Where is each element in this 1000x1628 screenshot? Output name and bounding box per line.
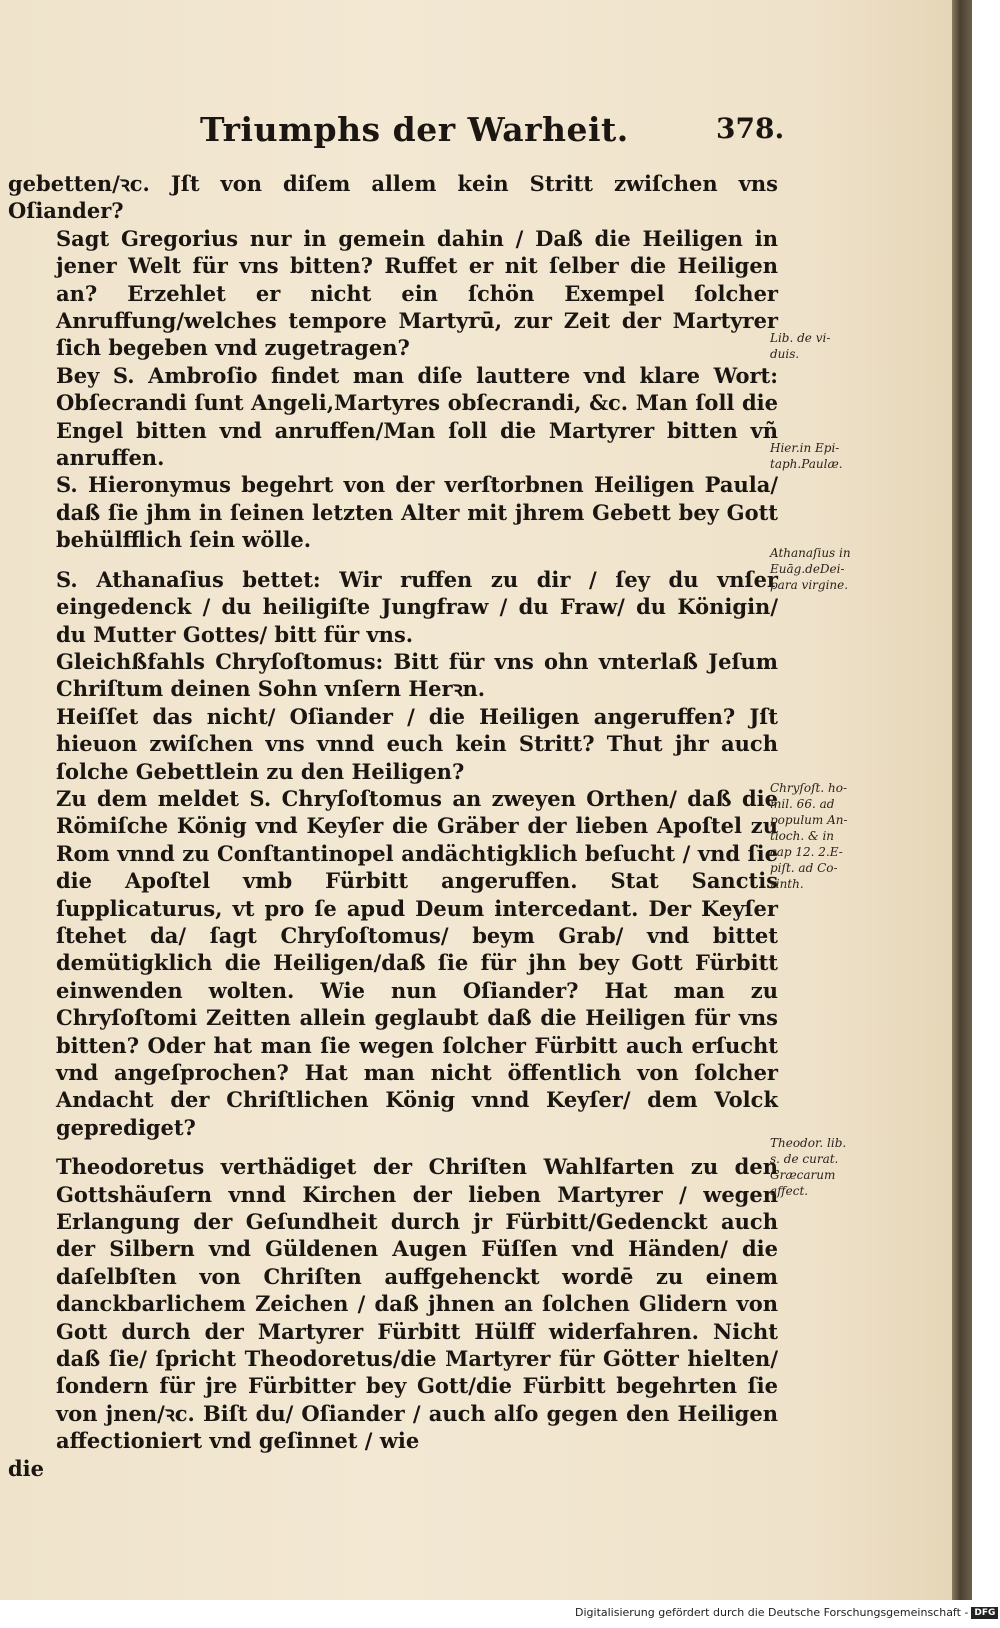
marginal-note-line: mil. 66. ad [770, 797, 835, 811]
marginal-note-chrysostomus [770, 780, 870, 892]
paragraph: Theodoretus verthädiget der Chriſten Wahlfarten zu den Gottshäuſern vnnd Kirchen der lieben Martyrer / wegen Erlangung der Geſundheit durch jr Fürbitt/Gedenckt auch der Silbern vnd Güldenen Augen Füſſen vnd Händen/ die daſelbſten von Chriſten auffgehenckt wordē zu einem danckbarlichem Zeichen / daß jhnen an ſolchen Glidern von Gott durch der Martyrer Fürbitt Hülff widerfahren. Nicht daß ſie/ ſpricht Theodoretus/die Martyrer für Götter hielten/ſondern für jre Fürbitter bey Gott/die Fürbitt begehrten ſie von jnen/ꝛc. Biſt du/ Oſiander / auch alſo gegen den Heiligen affectioniert vnd geſinnet / wie [56, 1154, 778, 1454]
paragraph: Gleichßfahls Chryſoſtomus: Bitt für vns ohn vnterlaß Jeſum Chriſtum deinen Sohn vnſern Herꝛn. [56, 648, 778, 702]
paragraph: gebetten/ꝛc. Jſt von diſem allem kein Stritt zwiſchen vns Oſiander? [8, 171, 778, 224]
paragraph: S. Hieronymus begehrt von der verſtorbnen Heiligen Paula/ daß ſie jhm in ſeinen letzten Alter mit jhrem Gebett bey Gott behülfflich ſein wölle. [56, 472, 778, 553]
paragraph: Bey S. Ambroſio findet man diſe lauttere vnd klare Wort: Obſecrandi ſunt Angeli,Martyres obſecrandi, &c. Man ſoll die Engel bitten vnd anruffen/Man ſoll die Martyrer bitten vñ anruffen. [56, 362, 778, 471]
marginal-note-line: Athanaſius in [770, 546, 851, 560]
marginal-note-line: tioch. & in [770, 829, 835, 843]
marginal-note-line: populum An- [770, 813, 848, 827]
marginal-note-line: Euāg.deDei- [770, 562, 845, 576]
marginal-note-ambrosius [770, 330, 870, 362]
marginal-note-line: affect. [770, 1184, 809, 1198]
marginal-note-theodoretus [770, 1135, 870, 1199]
body-text [8, 170, 778, 1482]
marginal-note-line: Græcarum [770, 1168, 836, 1182]
paragraph: Zu dem meldet S. Chryſoſtomus an zweyen Orthen/ daß die Römiſche König vnd Keyſer die Gräber der lieben Apoſtel zu Rom vnnd zu Conſtantinopel andächtigklich beſucht / vnd ſie die Apoſtel vmb Fürbitt angeruffen. Stat Sanctis ſupplicaturus, vt pro ſe apud Deum intercedant. Der Keyſer ſtehet da/ ſagt Chryſoſtomus/ beym Grab/ vnd bittet demütigklich die Heiligen/daß ſie für jhn bey Gott Fürbitt einwenden wolten. Wie nun Oſiander? Hat man zu Chryſoſtomi Zeitten allein geglaubt daß die Heiligen für vns bitten? Oder hat man ſie wegen ſolcher Fürbitt auch erſucht vnd angeſprochen? Hat man nicht öffentlich von ſolcher Andacht der Chriſtlichen König vnnd Keyſer/ dem Volck geprediget? [56, 785, 778, 1140]
dfg-logo: DFG [971, 1607, 998, 1619]
marginal-note-line: s. de curat. [770, 1152, 839, 1166]
marginal-note-line: Hier.in Epi- [770, 441, 840, 455]
marginal-note-line: Theodor. lib. [770, 1136, 847, 1150]
digitization-footer [575, 1606, 995, 1619]
marginal-note-line: cap 12. 2.E- [770, 845, 843, 859]
marginal-note-line: duis. [770, 347, 800, 361]
book-binding-edge [952, 0, 972, 1600]
marginal-note-line: rinth. [770, 877, 804, 891]
footer-text: Digitalisierung gefördert durch die Deutsche Forschungsgemeinschaft - [575, 1606, 969, 1619]
marginal-note-line: para virgine. [770, 578, 849, 592]
paragraph: Heiſſet das nicht/ Oſiander / die Heiligen angeruffen? Jſt hieuon zwiſchen vns vnnd euch kein Stritt? Thut jhr auch ſolche Gebettlein zu den Heiligen? [56, 703, 778, 784]
paragraph: S. Athanaſius bettet: Wir ruffen zu dir / ſey du vnſer eingedenck / du heiligiſte Jungfraw / du Fraw/ du Königin/ du Mutter Gottes/ bitt für vns. [56, 566, 778, 647]
marginal-note-athanasius [770, 545, 870, 593]
paragraph: Sagt Gregorius nur in gemein dahin / Daß die Heiligen in jener Welt für vns bitten? Ruffet er nit ſelber die Heiligen an? Erzehlet er nicht ein ſchön Exempel ſolcher Anruffung/welches tempore Martyrū, zur Zeit der Martyrer ſich begeben vnd zugetragen? [56, 225, 778, 361]
marginal-note-line: piſt. ad Co- [770, 861, 838, 875]
marginal-note-line: Chryſoſt. ho- [770, 781, 847, 795]
running-head: Triumphs der Warheit. [200, 110, 629, 149]
page-number: 378. [716, 112, 785, 145]
paragraph: die [8, 1455, 45, 1481]
marginal-note-hieronymus [770, 440, 870, 472]
marginal-note-line: taph.Paulæ. [770, 457, 843, 471]
marginal-note-line: Lib. de vi- [770, 331, 831, 345]
